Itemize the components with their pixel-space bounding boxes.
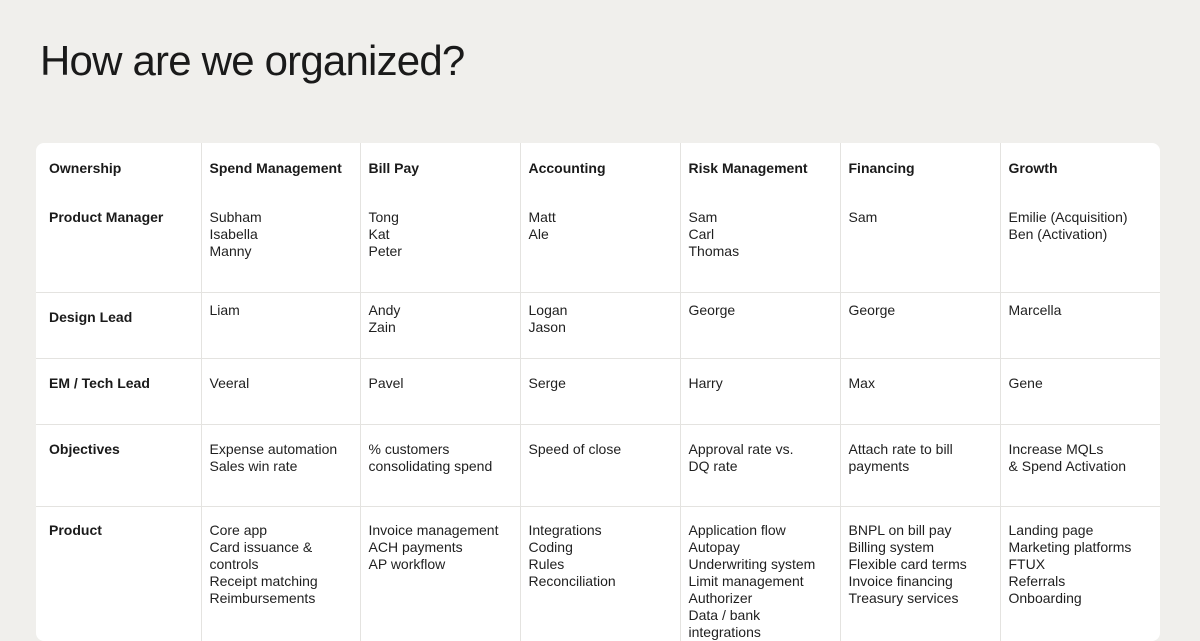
header-accounting: Accounting <box>520 143 680 193</box>
cell-pm-growth: Emilie (Acquisition) Ben (Activation) <box>1000 193 1160 293</box>
cell-pm-risk-management: Sam Carl Thomas <box>680 193 840 293</box>
header-spend-management: Spend Management <box>201 143 360 193</box>
header-risk-management: Risk Management <box>680 143 840 193</box>
cell-em-spend-management: Veeral <box>201 359 360 425</box>
table-header-row <box>36 143 1160 193</box>
page-title: How are we organized? <box>40 36 464 86</box>
cell-obj-bill-pay: % customers consolidating spend <box>360 425 520 507</box>
cell-obj-financing: Attach rate to bill payments <box>840 425 1000 507</box>
cell-dl-bill-pay: Andy Zain <box>360 293 520 359</box>
cell-obj-risk-management: Approval rate vs. DQ rate <box>680 425 840 507</box>
header-ownership: Ownership <box>36 143 201 193</box>
cell-em-risk-management: Harry <box>680 359 840 425</box>
cell-prod-growth: Landing page Marketing platforms FTUX Referrals Onboarding <box>1000 507 1160 641</box>
cell-pm-spend-management: Subham Isabella Manny <box>201 193 360 293</box>
row-product <box>36 507 1160 641</box>
cell-pm-financing: Sam <box>840 193 1000 293</box>
cell-em-accounting: Serge <box>520 359 680 425</box>
cell-obj-growth: Increase MQLs & Spend Activation <box>1000 425 1160 507</box>
cell-em-growth: Gene <box>1000 359 1160 425</box>
header-bill-pay: Bill Pay <box>360 143 520 193</box>
cell-obj-spend-management: Expense automation Sales win rate <box>201 425 360 507</box>
ownership-table <box>36 143 1160 641</box>
row-objectives <box>36 425 1160 507</box>
header-financing: Financing <box>840 143 1000 193</box>
cell-prod-spend-management: Core app Card issuance & controls Receipt matching Reimbursements <box>201 507 360 641</box>
row-em-tech-lead <box>36 359 1160 425</box>
row-label-em-tech-lead: EM / Tech Lead <box>36 359 201 425</box>
cell-obj-accounting: Speed of close <box>520 425 680 507</box>
cell-dl-spend-management: Liam <box>201 293 360 359</box>
row-design-lead <box>36 293 1160 359</box>
row-label-objectives: Objectives <box>36 425 201 507</box>
row-label-design-lead: Design Lead <box>36 293 201 359</box>
header-growth: Growth <box>1000 143 1160 193</box>
cell-prod-bill-pay: Invoice management ACH payments AP workflow <box>360 507 520 641</box>
row-label-product: Product <box>36 507 201 641</box>
row-product-manager <box>36 193 1160 293</box>
cell-em-bill-pay: Pavel <box>360 359 520 425</box>
cell-dl-growth: Marcella <box>1000 293 1160 359</box>
cell-dl-accounting: Logan Jason <box>520 293 680 359</box>
cell-prod-financing: BNPL on bill pay Billing system Flexible card terms Invoice financing Treasury services <box>840 507 1000 641</box>
cell-prod-accounting: Integrations Coding Rules Reconciliation <box>520 507 680 641</box>
cell-dl-risk-management: George <box>680 293 840 359</box>
row-label-product-manager: Product Manager <box>36 193 201 293</box>
cell-pm-accounting: Matt Ale <box>520 193 680 293</box>
cell-prod-risk-management: Application flow Autopay Underwriting system Limit management Authorizer Data / bank integrations <box>680 507 840 641</box>
cell-dl-financing: George <box>840 293 1000 359</box>
cell-em-financing: Max <box>840 359 1000 425</box>
cell-pm-bill-pay: Tong Kat Peter <box>360 193 520 293</box>
